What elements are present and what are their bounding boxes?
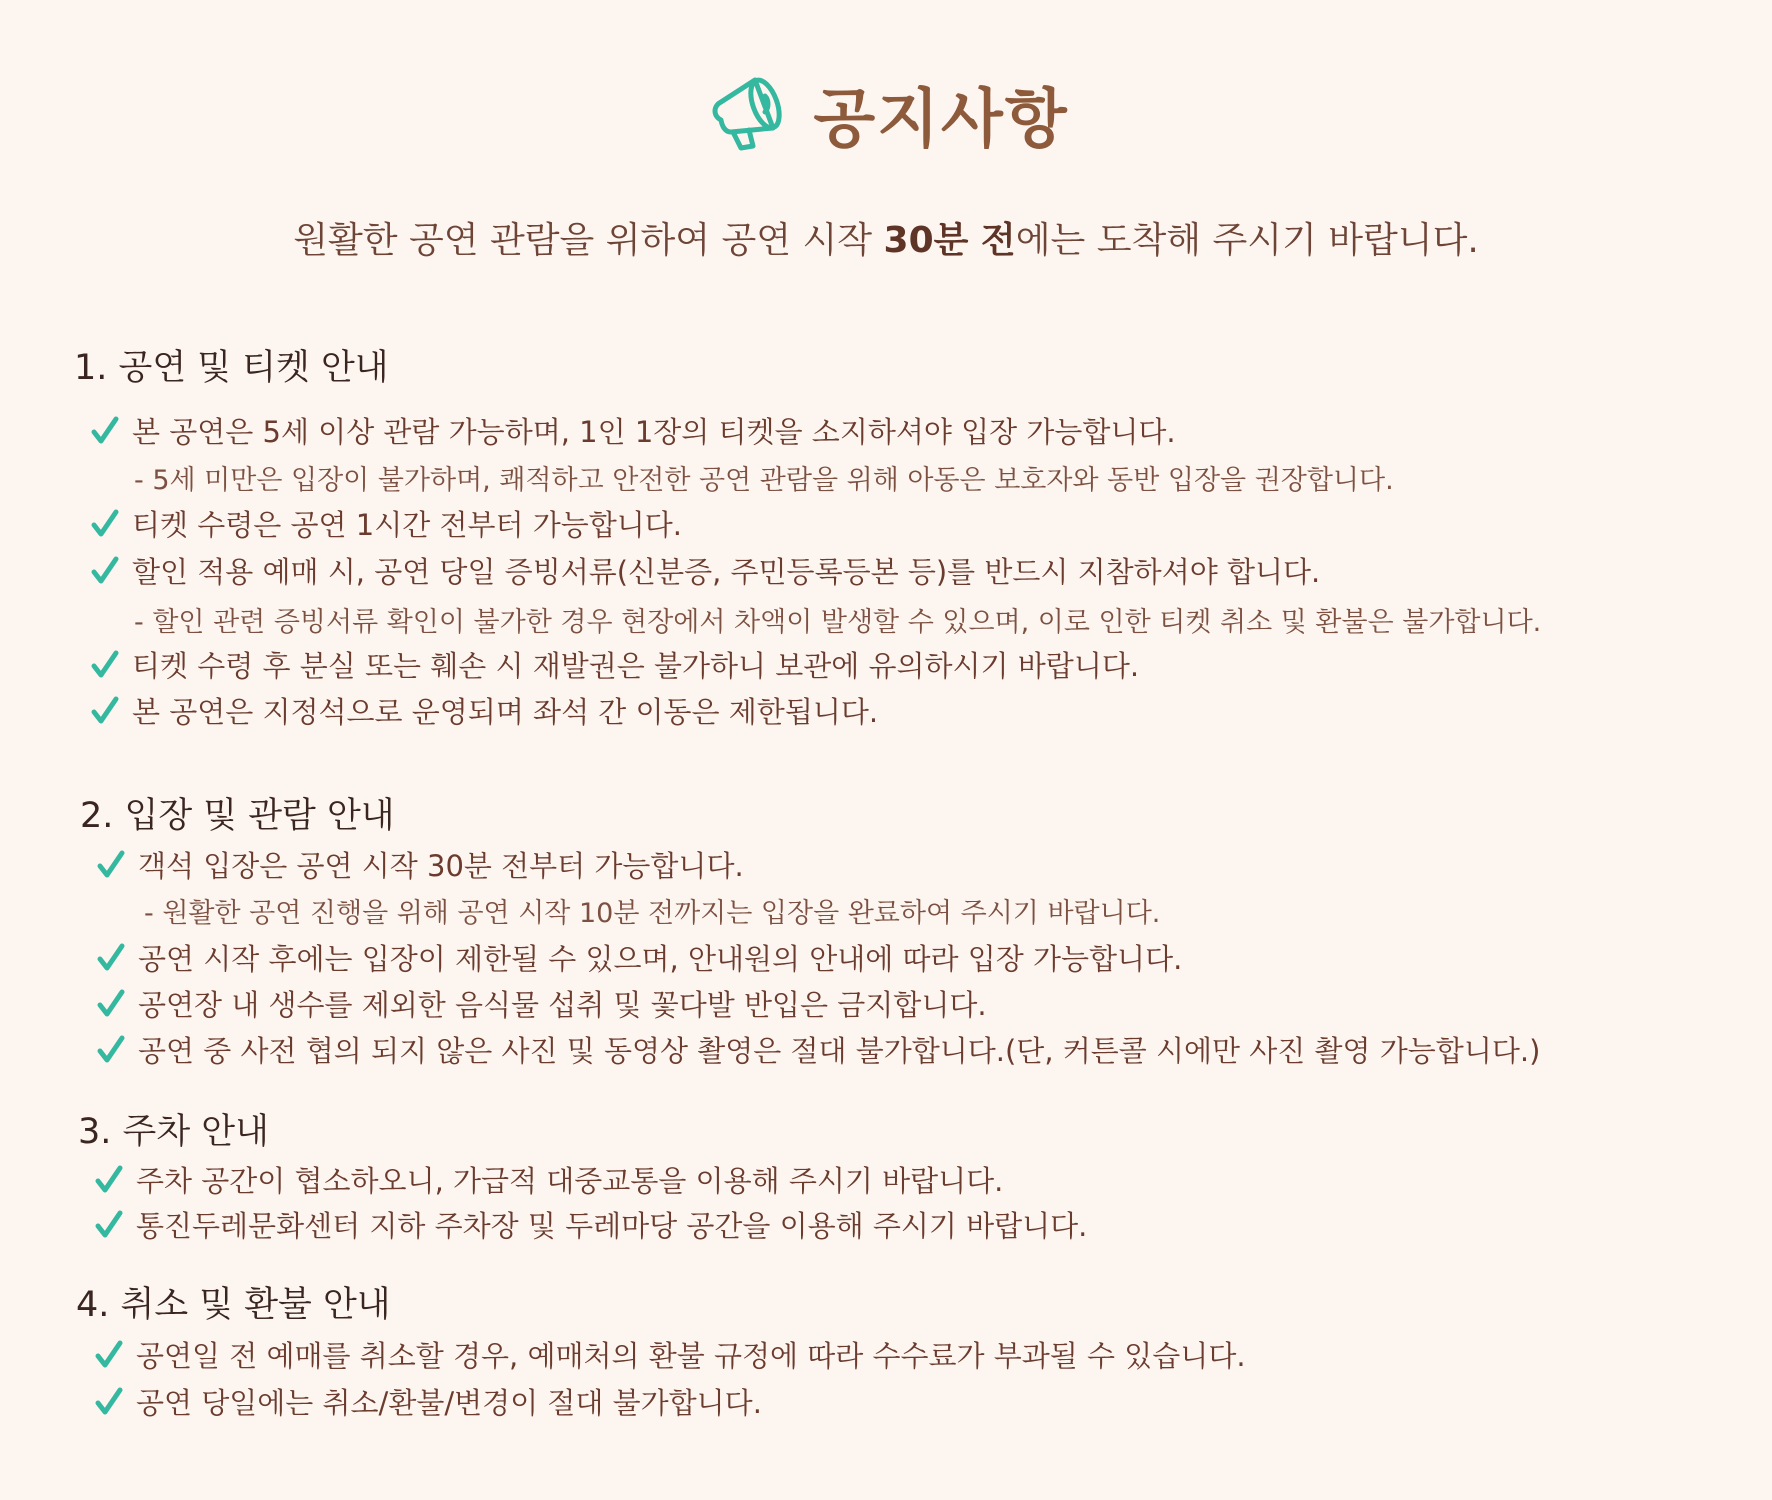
list-item [90,410,1176,451]
check-icon [90,650,120,680]
check-icon [90,696,120,726]
list-item-text: 공연 당일에는 취소/환불/변경이 절대 불가합니다. [136,1386,762,1420]
check-icon [96,850,126,880]
list-item-text: 본 공연은 5세 이상 관람 가능하며, 1인 1장의 티켓을 소지하셔야 입장 가능합니다. [132,415,1176,449]
list-note: - 할인 관련 증빙서류 확인이 불가한 경우 현장에서 차액이 발생할 수 있으며, 이로 인한 티켓 취소 및 환불은 불가합니다. [134,607,1542,638]
section-title-refund: 4. 취소 및 환불 안내 [76,1285,391,1325]
intro-emphasis: 30분 전 [883,220,1016,261]
list-item [94,1334,1246,1375]
list-note: - 5세 미만은 입장이 불가하며, 쾌적하고 안전한 공연 관람을 위해 아동은 보호자와 동반 입장을 권장합니다. [134,465,1394,496]
list-item-text: 공연일 전 예매를 취소할 경우, 예매처의 환불 규정에 따라 수수료가 부과될 수 있습니다. [136,1339,1246,1373]
check-icon [96,989,126,1019]
list-item [94,1381,762,1422]
check-icon [96,943,126,973]
list-item-text: 공연 시작 후에는 입장이 제한될 수 있으며, 안내원의 안내에 따라 입장 가능합니다. [138,942,1183,976]
megaphone-icon [703,66,799,162]
list-item [90,644,1139,685]
list-item-text: 통진두레문화센터 지하 주차장 및 두레마당 공간을 이용해 주시기 바랍니다. [136,1209,1088,1243]
list-item-text: 티켓 수령 후 분실 또는 훼손 시 재발권은 불가하니 보관에 유의하시기 바랍니다. [132,649,1140,683]
list-item-text: 할인 적용 예매 시, 공연 당일 증빙서류(신분증, 주민등록등본 등)를 반드시 지참하셔야 합니다. [132,555,1321,589]
check-icon [96,1035,126,1065]
list-item [96,1029,1540,1070]
check-icon [94,1210,124,1240]
list-item [94,1204,1087,1245]
list-item [90,503,682,544]
check-icon [94,1387,124,1417]
list-item [90,690,878,731]
list-item-text: 객석 입장은 공연 시작 30분 전부터 가능합니다. [138,849,744,883]
section-title-admission: 2. 입장 및 관람 안내 [80,796,395,836]
list-item [90,550,1320,591]
header [0,66,1772,162]
check-icon [94,1340,124,1370]
list-item-text: 본 공연은 지정석으로 운영되며 좌석 간 이동은 제한됩니다. [132,695,879,729]
list-item-text: 공연장 내 생수를 제외한 음식물 섭취 및 꽃다발 반입은 금지합니다. [138,988,987,1022]
intro-text: 원활한 공연 관람을 위하여 공연 시작 [293,220,884,261]
list-item [96,937,1182,978]
list-note: - 원활한 공연 진행을 위해 공연 시작 10분 전까지는 입장을 완료하여 주시기 바랍니다. [144,898,1161,929]
section-title-parking: 3. 주차 안내 [78,1112,269,1152]
list-item-text: 공연 중 사전 협의 되지 않은 사진 및 동영상 촬영은 절대 불가합니다.(단, 커튼콜 시에만 사진 촬영 가능합니다.) [138,1034,1541,1068]
list-item [96,983,987,1024]
page-title: 공지사항 [813,83,1069,157]
intro-text-end: 에는 도착해 주시기 바랍니다. [1015,220,1479,261]
check-icon [90,556,120,586]
list-item-text: 티켓 수령은 공연 1시간 전부터 가능합니다. [132,508,682,542]
check-icon [94,1165,124,1195]
check-icon [90,416,120,446]
intro-notice [0,212,1772,263]
list-item [94,1159,1003,1200]
check-icon [90,509,120,539]
section-title-ticket: 1. 공연 및 티켓 안내 [74,348,389,388]
list-item [96,844,744,885]
list-item-text: 주차 공간이 협소하오니, 가급적 대중교통을 이용해 주시기 바랍니다. [136,1164,1004,1198]
